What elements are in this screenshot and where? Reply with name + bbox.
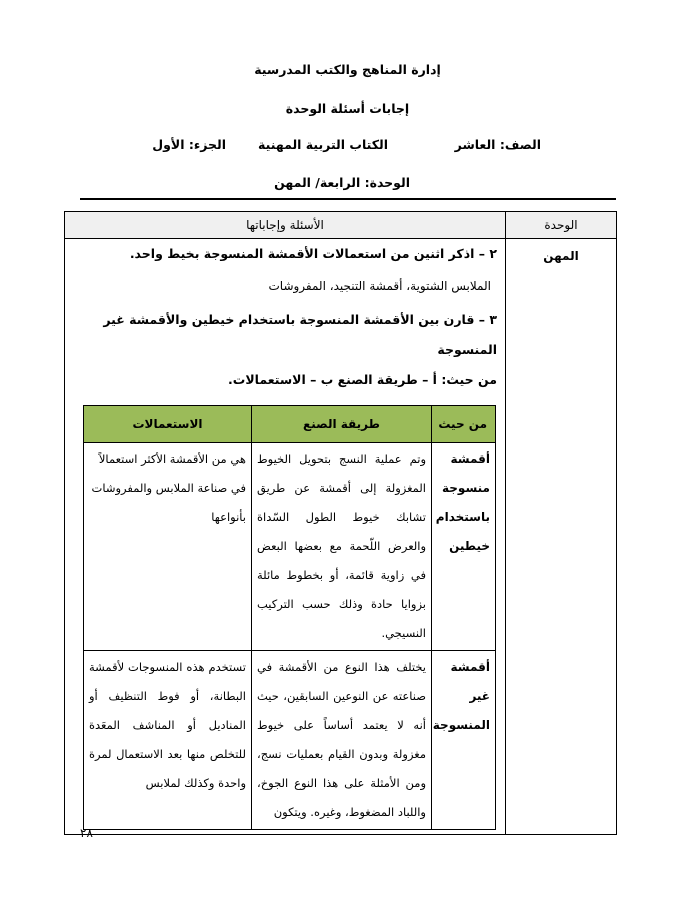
- answers-table-row: [65, 239, 617, 835]
- answers-table-header: [65, 212, 617, 239]
- answers-table: [64, 211, 617, 835]
- method-woven: وتم عملية النسج بتحويل الخيوط المغزولة إلى أقمشة عن طريق تشابك خيوط الطول السّداة والعرض اللّحمة مع بعضها البعض في زاوية قائمة، أو بخطوط مائلة بزوايا حادة وذلك حسب التركيب النسيجي.: [252, 443, 432, 651]
- department-title: إدارة المناهج والكتب المدرسية: [254, 62, 441, 77]
- unit-label: الوحدة: الرابعة/ المهن: [274, 175, 410, 190]
- questions-cell: [65, 239, 506, 835]
- row-label-woven: أقمشة منسوجة باستخدام خيطين: [432, 443, 496, 651]
- header-divider: [80, 198, 616, 200]
- criteria-header: من حيث: [432, 406, 496, 443]
- comparison-header-row: [84, 406, 496, 443]
- method-nonwoven: يختلف هذا النوع من الأقمشة في صناعته عن النوعين السابقين، حيث أنه لا يعتمد أساساً على خيوط مغزولة وبدون القيام بعمليات نسج، ومن الأمثلة على هذا النوع الجوخ، واللباد المضغوط، وغيره. ويتكون: [252, 651, 432, 830]
- uses-nonwoven: تستخدم هذه المنسوجات لأقمشة البطانة، أو فوط التنظيف أو المناديل أو المناشف المعَدة للتخلص منها بعد الاستعمال لمرة واحدة وكذلك لملابس: [84, 651, 252, 830]
- question-3-line-1: ٣ – قارن بين الأقمشة المنسوجة باستخدام خيطين والأقمشة غير المنسوجة: [103, 312, 497, 357]
- row-label-nonwoven: أقمشة غير المنسوجة: [432, 651, 496, 830]
- comparison-row-nonwoven: [84, 651, 496, 830]
- unit-name: المهن: [543, 249, 579, 263]
- document-title: إجابات أسئلة الوحدة: [285, 101, 410, 116]
- method-header: طريقة الصنع: [252, 406, 432, 443]
- questions-column-header: الأسئلة وإجاباتها: [65, 212, 506, 239]
- part-label: الجزء: الأول: [152, 137, 226, 152]
- comparison-row-woven: [84, 443, 496, 651]
- page-number: ٢٨: [80, 826, 93, 840]
- uses-woven: هي من الأقمشة الأكثر استعمالاً في صناعة الملابس والمفروشات بأنواعها: [84, 443, 252, 651]
- grade-label: الصف: العاشر: [454, 137, 541, 152]
- uses-header: الاستعمالات: [84, 406, 252, 443]
- book-label: الكتاب التربية المهنية: [258, 137, 388, 152]
- unit-cell: [506, 239, 617, 835]
- comparison-table: [83, 405, 496, 830]
- unit-column-header: الوحدة: [506, 212, 617, 239]
- question-2: ٢ – اذكر اثنين من استعمالات الأقمشة المنسوجة بخيط واحد.: [129, 246, 497, 261]
- answer-2: الملابس الشتوية، أقمشة التنجيد، المفروشات: [268, 279, 491, 293]
- question-3-line-2: من حيث: أ – طريقة الصنع ب – الاستعمالات.: [228, 372, 497, 387]
